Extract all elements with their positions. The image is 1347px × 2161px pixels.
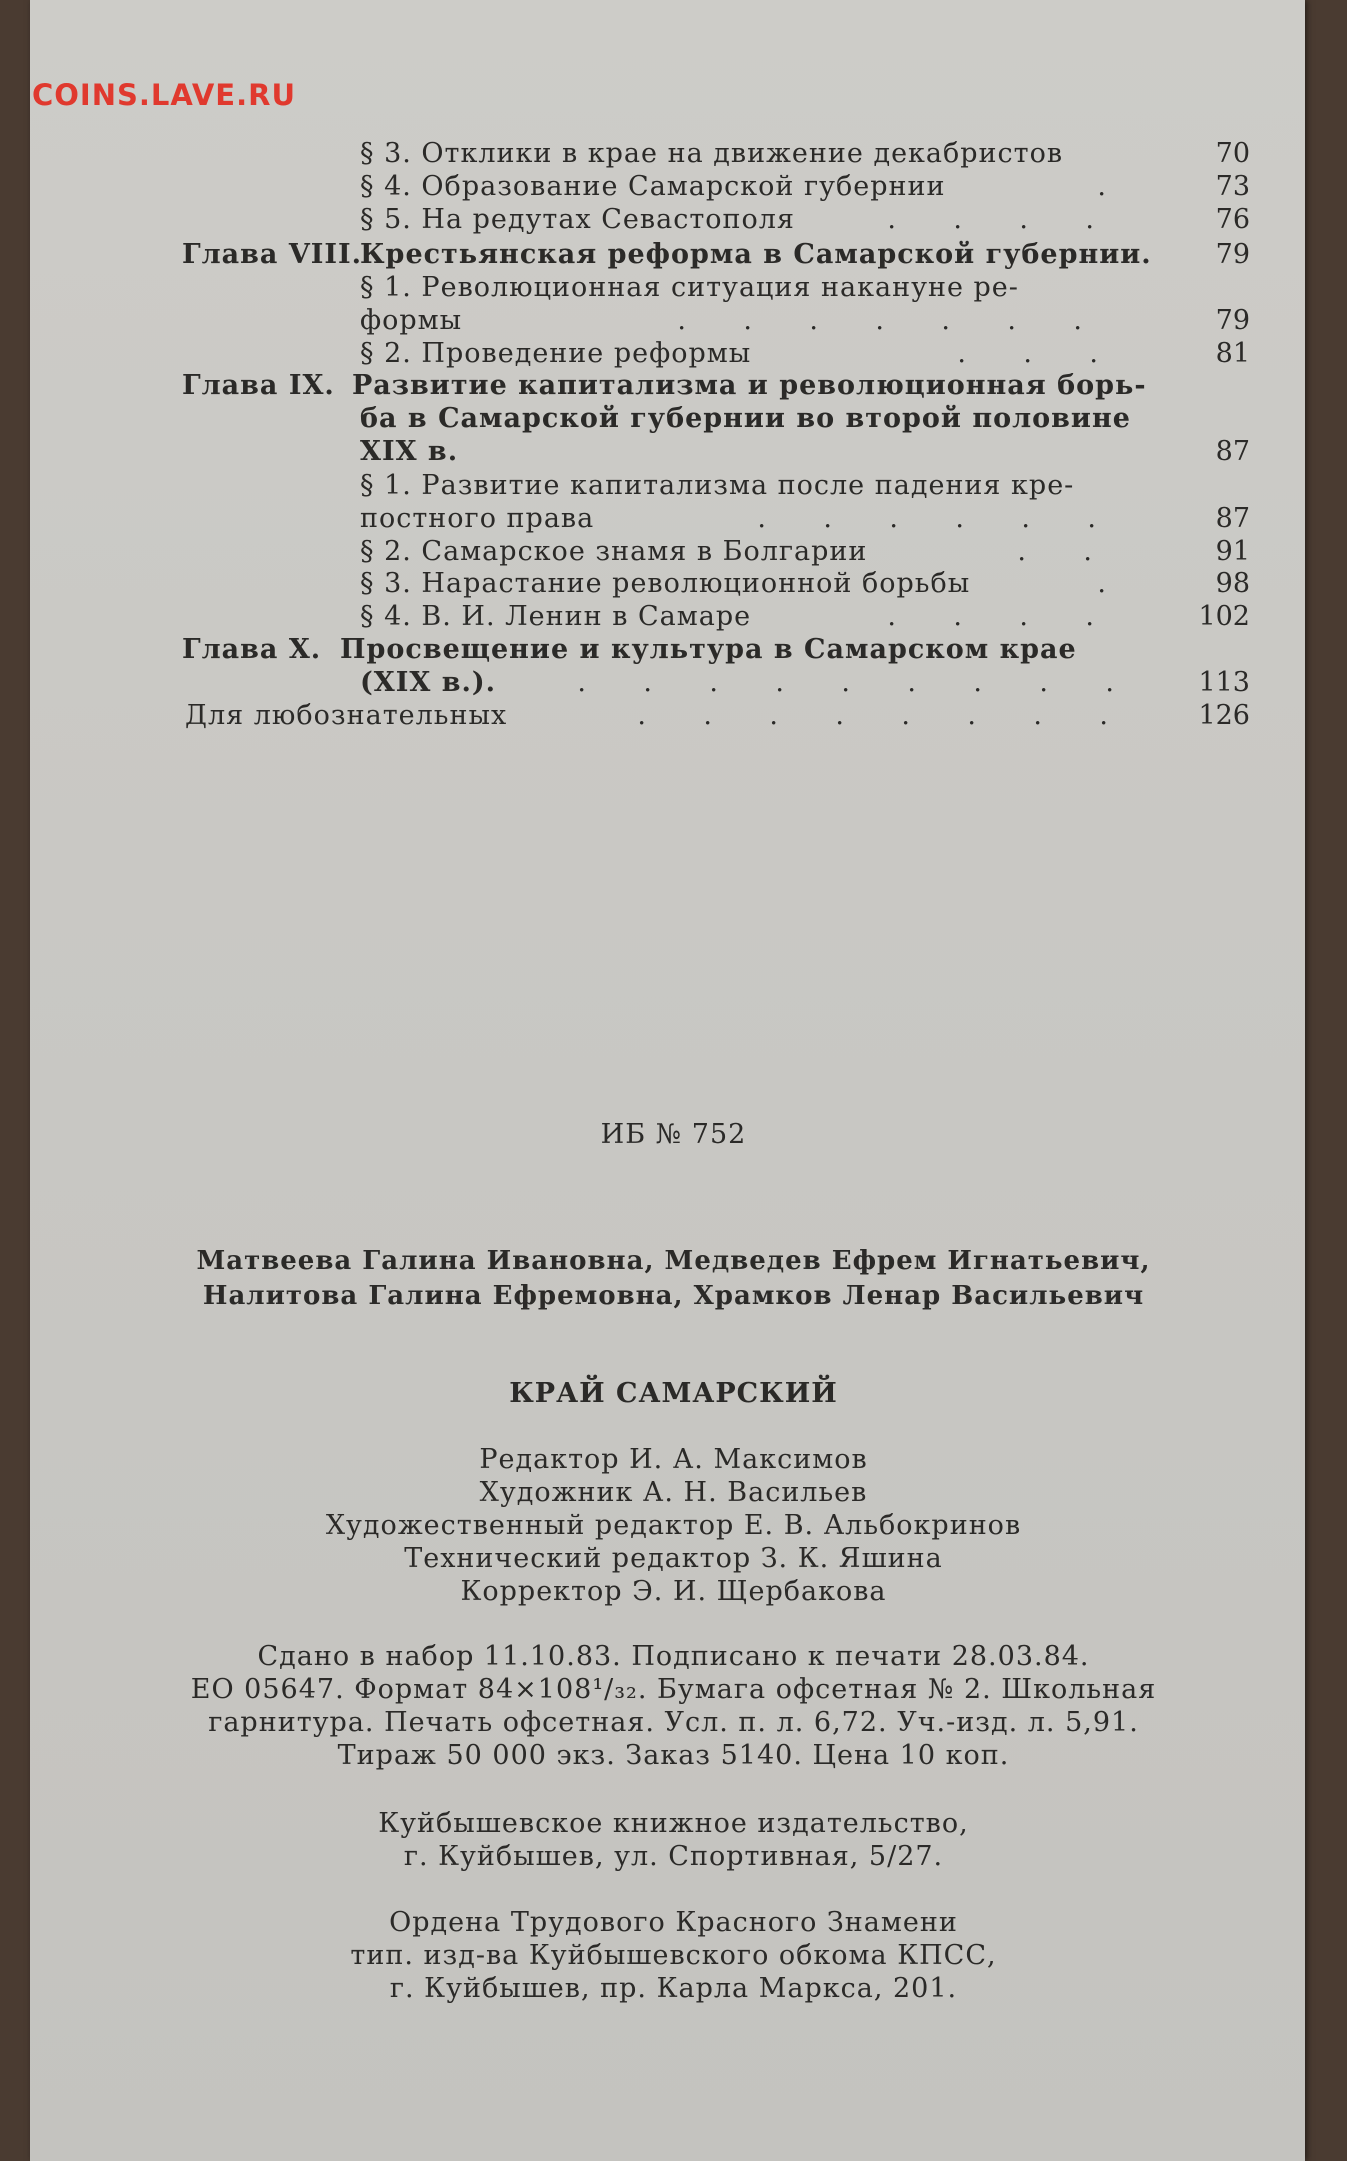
printer-line: тип. изд-ва Куйбышевского обкома КПСС,: [350, 1940, 997, 1971]
toc-leader: . .: [1017, 536, 1092, 567]
toc-leader: . . . . . . . .: [637, 700, 1108, 731]
toc-page: 126: [1198, 700, 1250, 731]
toc-entry: формы: [360, 305, 463, 336]
credit-line: Корректор Э. И. Щербакова: [460, 1576, 887, 1607]
printer-line: г. Куйбышев, пр. Карла Маркса, 201.: [389, 1973, 958, 2004]
toc-entry: § 1. Развитие капитализма после падения кре-: [360, 470, 1075, 501]
toc-entry: постного права: [360, 503, 595, 534]
toc-page: 98: [1215, 568, 1250, 599]
toc-leader: .: [1097, 171, 1106, 202]
toc-page: 102: [1198, 601, 1250, 632]
toc-entry: § 3. Нарастание революционной борьбы: [360, 568, 971, 599]
toc-page: 87: [1215, 436, 1250, 467]
toc-page: 91: [1215, 536, 1250, 567]
book-title: КРАЙ САМАРСКИЙ: [509, 1378, 838, 1409]
toc-entry: § 3. Отклики в крае на движение декабристов: [360, 138, 1064, 169]
credit-line: Художественный редактор Е. В. Альбокринов: [325, 1510, 1022, 1541]
toc-chapter-label: Глава X.: [182, 634, 322, 665]
print-info-line: гарнитура. Печать офсетная. Усл. п. л. 6,72. Уч.-изд. л. 5,91.: [208, 1707, 1139, 1738]
toc-entry: § 4. В. И. Ленин в Самаре: [360, 601, 752, 632]
toc-page: 113: [1198, 667, 1250, 698]
toc-page: 79: [1215, 305, 1250, 336]
toc-entry: § 2. Самарское знамя в Болгарии: [360, 536, 868, 567]
toc-entry: (XIX в.).: [360, 667, 497, 698]
toc-leader: . . . .: [887, 601, 1094, 632]
toc-entry: ба в Самарской губернии во второй половине: [360, 403, 1131, 434]
toc-leader: .: [1097, 568, 1106, 599]
toc-entry: Крестьянская реформа в Самарской губернии.: [360, 239, 1152, 270]
toc-entry: § 5. На редутах Севастополя: [360, 204, 795, 235]
printer-line: Ордена Трудового Красного Знамени: [389, 1907, 958, 1938]
ib-number: ИБ № 752: [600, 1119, 747, 1150]
print-info-line: Тираж 50 000 экз. Заказ 5140. Цена 10 коп.: [337, 1740, 1010, 1771]
watermark: COINS.LAVE.RU: [32, 78, 297, 112]
toc-page: 73: [1215, 171, 1250, 202]
toc-leader: . . . .: [887, 204, 1094, 235]
credit-line: Редактор И. А. Максимов: [479, 1444, 868, 1475]
toc-leader: . . . . . . . . .: [577, 667, 1114, 698]
authors-line: Налитова Галина Ефремовна, Храмков Ленар Васильевич: [202, 1281, 1145, 1311]
toc-page: 81: [1215, 338, 1250, 369]
toc-leader: . . . . . .: [757, 503, 1096, 534]
publisher-line: г. Куйбышев, ул. Спортивная, 5/27.: [403, 1841, 944, 1872]
toc-page: 87: [1215, 503, 1250, 534]
publisher-line: Куйбышевское книжное издательство,: [378, 1808, 969, 1839]
toc-entry: XIX в.: [360, 436, 459, 467]
toc-entry: Просвещение и культура в Самарском крае: [340, 634, 1077, 665]
toc-page: 70: [1215, 138, 1250, 169]
toc-leader: . . .: [957, 338, 1098, 369]
toc-entry: § 4. Образование Самарской губернии: [360, 171, 946, 202]
toc-page: 79: [1215, 239, 1250, 270]
toc-chapter-label: Глава VIII.: [182, 239, 363, 270]
toc-entry: § 1. Революционная ситуация накануне ре-: [360, 272, 1019, 303]
authors-line: Матвеева Галина Ивановна, Медведев Ефрем Игнатьевич,: [196, 1246, 1151, 1276]
toc-page: 76: [1215, 204, 1250, 235]
toc-entry: § 2. Проведение реформы: [360, 338, 752, 369]
print-info-line: ЕО 05647. Формат 84×108¹/₃₂. Бумага офсетная № 2. Школьная: [190, 1674, 1157, 1705]
toc-entry: Для любознательных: [185, 700, 508, 731]
toc-entry: Развитие капитализма и революционная борь-: [352, 370, 1147, 401]
toc-chapter-label: Глава IX.: [182, 370, 335, 401]
print-info-line: Сдано в набор 11.10.83. Подписано к печати 28.03.84.: [257, 1641, 1090, 1672]
toc-leader: . . . . . . .: [677, 305, 1082, 336]
credit-line: Художник А. Н. Васильев: [479, 1477, 868, 1508]
credit-line: Технический редактор З. К. Яшина: [404, 1543, 943, 1574]
